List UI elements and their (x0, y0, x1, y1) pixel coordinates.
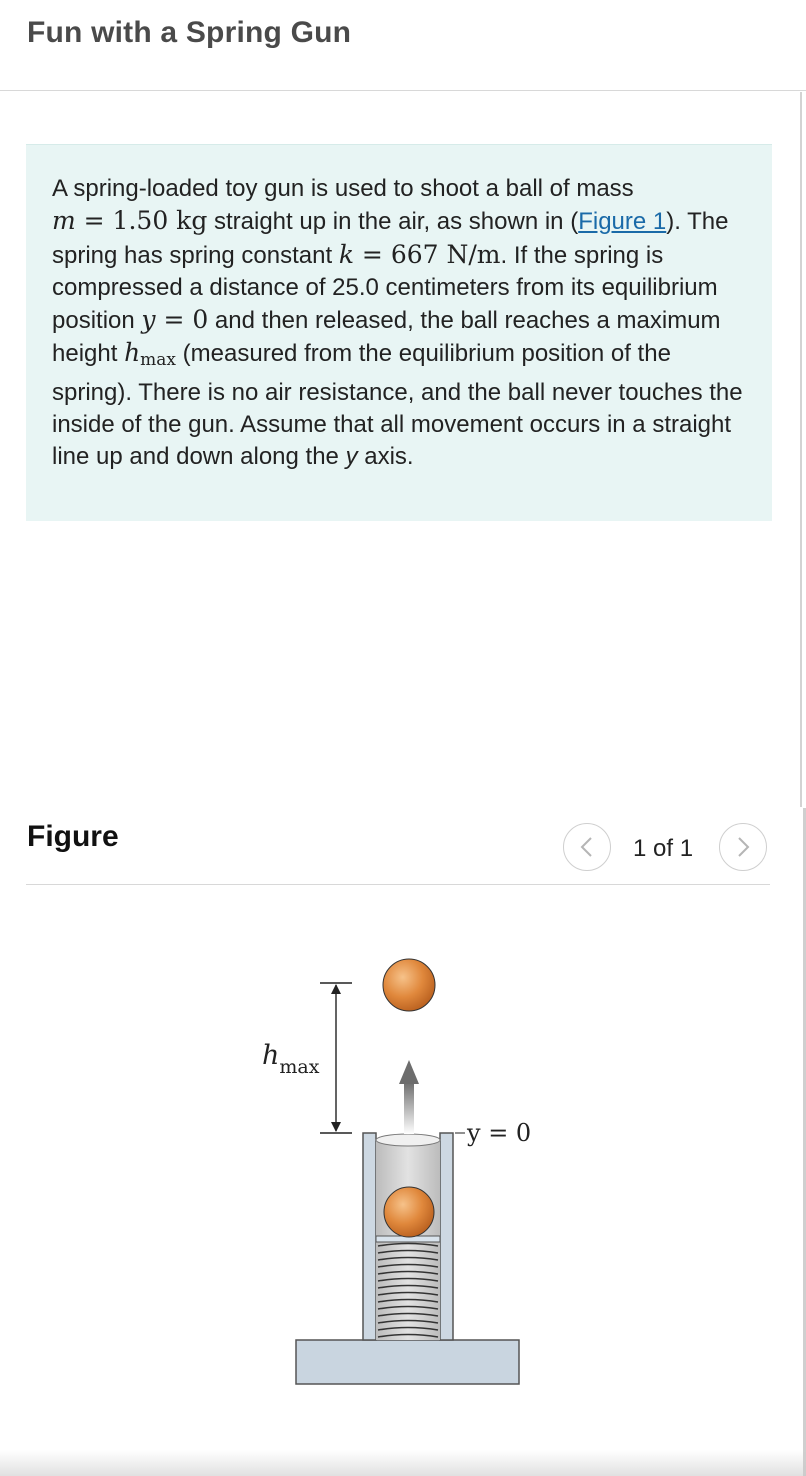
problem-text-7: axis. (357, 443, 414, 471)
problem-text-1: A spring-loaded toy gun is used to shoot a ball of mass (52, 175, 634, 202)
bottom-shadow (0, 1450, 806, 1476)
k-value: = 667 N/m (353, 239, 501, 269)
hmax-arrow-top (331, 984, 341, 994)
y-value: = 0 (155, 305, 209, 335)
page-title: Fun with a Spring Gun (27, 16, 352, 49)
hmax-dimension (320, 983, 352, 1133)
problem-text-4: . If the spring is compressed a distance of 25.0 centimeters from its equilibrium position (52, 241, 718, 335)
ball-in-gun (384, 1187, 434, 1237)
figure-pager: 1 of 1 (633, 835, 694, 862)
mass-variable: m (52, 206, 76, 236)
figure-heading: Figure (27, 820, 119, 853)
hmax-label: $h_{max}$ (262, 1040, 320, 1078)
problem-text-6: (measured from the equilibrium position of the spring). There is no air resistance, and the ball never touches the inside of the gun. Assume that all movement occurs in a straight line up and down along the (52, 340, 743, 471)
gun-wall-right (440, 1133, 453, 1340)
ball-at-max-height (383, 959, 435, 1011)
problem-text-3: ). The spring has spring constant (52, 208, 729, 269)
y-variable: y (141, 305, 156, 335)
h-variable: h (124, 338, 141, 368)
problem-text-5: and then released, the ball reaches a maximum height (52, 307, 721, 368)
problem-text-2: straight up in the air, as shown in ( (207, 208, 579, 236)
y-zero-label: y = 0 (467, 1119, 532, 1147)
gun-wall-left (363, 1133, 376, 1340)
figure-1-link[interactable]: Figure 1 (578, 208, 667, 236)
gun-base (296, 1340, 519, 1384)
up-arrow-icon (399, 1060, 419, 1134)
k-variable: k (338, 239, 354, 269)
y-axis-variable: y (345, 443, 358, 471)
hmax-arrow-bottom (331, 1122, 341, 1132)
h-subscript: max (140, 350, 177, 371)
mass-value: = 1.50 kg (75, 206, 208, 236)
barrel-opening (376, 1134, 440, 1146)
